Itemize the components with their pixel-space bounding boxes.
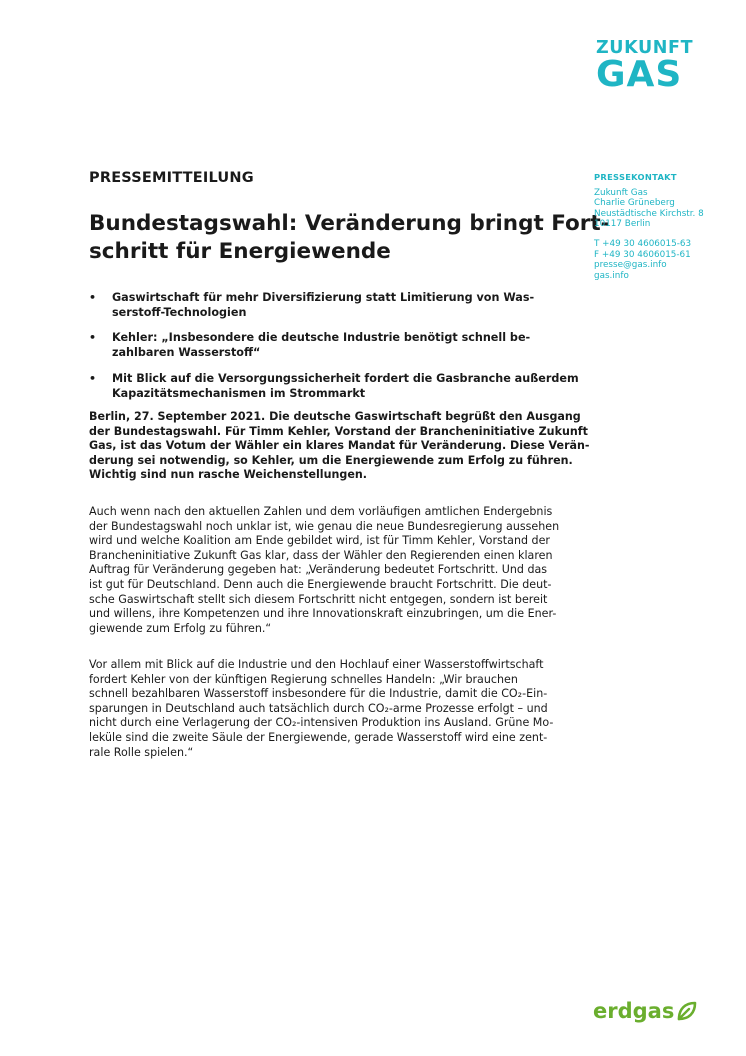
- text-line: der Bundestagswahl noch unklar ist, wie genau die neue Bundesregierung aussehen: [89, 519, 560, 533]
- text-line: fordert Kehler von der künftigen Regierung schnelles Handeln: „Wir brauchen: [89, 672, 518, 686]
- bullet-line: Kapazitätsmechanismen im Strommarkt: [112, 386, 366, 400]
- text-line: rale Rolle spielen.“: [89, 745, 194, 759]
- bullet-line: • Gaswirtschaft für mehr Diversifizierung statt Limitierung von Was-: [112, 291, 535, 304]
- contact-email-link[interactable]: presse@gas.info: [594, 260, 667, 271]
- text-line: schnell bezahlbaren Wasserstoff insbesondere für die Industrie, damit die CO₂-Ein-: [89, 687, 548, 701]
- text-line: Brancheninitiative Zukunft Gas klar, dass der Wähler den Regierenden einen klaren: [89, 548, 553, 562]
- text-line: derung sei notwendig, so Kehler, um die Energiewende zum Erfolg zu führen.: [89, 453, 573, 467]
- press-contact: [594, 172, 734, 281]
- text-line: Wichtig sind nun rasche Weichenstellungen.: [89, 468, 367, 482]
- bullet-item: [89, 331, 559, 360]
- contact-city: 10117 Berlin: [594, 219, 651, 230]
- text-line: wird und welche Koalition am Ende gebildet wird, ist für Timm Kehler, Vorstand der: [89, 534, 550, 548]
- erdgas-logo: [593, 996, 698, 1026]
- bullet-line: serstoff-Technologien: [112, 305, 247, 319]
- body-paragraph: [89, 505, 564, 636]
- bullet-item: [89, 371, 579, 401]
- logo-line-gas: GAS: [596, 53, 683, 95]
- lead-paragraph: [89, 410, 590, 483]
- spacer: [594, 230, 734, 239]
- contact-street: Neustädtische Kirchstr. 8: [594, 208, 704, 219]
- title-line: schritt für Energiewende: [89, 239, 391, 264]
- bullet-line: • Mit Blick auf die Versorgungssicherheit fordert die Gasbranche außerdem: [112, 371, 579, 385]
- text-line: giewende zum Erfolg zu führen.“: [89, 621, 272, 635]
- text-line: der Bundestagswahl. Für Timm Kehler, Vorstand der Brancheninitiative Zukunft: [89, 424, 588, 438]
- text-line: Gas, ist das Votum der Wähler ein klares Mandat für Veränderung. Diese Verän-: [89, 439, 590, 453]
- bullet-line: zahlbaren Wasserstoff“: [112, 346, 261, 360]
- text-line: Vor allem mit Blick auf die Industrie und den Hochlauf einer Wasserstoffwirtschaft: [89, 658, 544, 671]
- text-line: sche Gaswirtschaft stellt sich diesem Fortschritt nicht entgegen, sondern ist bereit: [89, 592, 548, 606]
- bullet-item: [89, 291, 559, 320]
- contact-web-link[interactable]: gas.info: [594, 270, 629, 281]
- contact-org: Zukunft Gas: [594, 187, 648, 198]
- text-line: nicht durch eine Verlagerung der CO₂-intensiven Produktion ins Ausland. Grüne Mo-: [89, 716, 554, 730]
- logo-line-zukunft: ZUKUNFT: [596, 38, 694, 58]
- text-line: Auftrag für Veränderung gegeben hat: „Veränderung bedeutet Fortschritt. Und das: [89, 563, 548, 577]
- text-line: sparungen in Deutschland auch tatsächlich durch CO₂-arme Prozesse erfolgt – und: [89, 701, 548, 715]
- page-title: [89, 210, 610, 266]
- erdgas-logo-text: erdgas: [593, 999, 675, 1023]
- text-line: Auch wenn nach den aktuellen Zahlen und dem vorläufigen amtlichen Endergebnis: [89, 505, 553, 518]
- text-line: ist gut für Deutschland. Denn auch die Energiewende braucht Fortschritt. Die deut-: [89, 577, 552, 591]
- zukunft-gas-logo: [596, 40, 696, 93]
- contact-heading: PRESSEKONTAKT: [594, 172, 677, 182]
- title-line: Bundestagswahl: Veränderung bringt Fort-: [89, 211, 610, 236]
- contact-name: Charlie Grüneberg: [594, 198, 675, 209]
- summary-bullet-list: [89, 291, 579, 412]
- body-paragraph: [89, 658, 564, 760]
- text-line: und willens, ihre Kompetenzen und ihre Innovationskraft einzubringen, um die Ener-: [89, 607, 557, 621]
- leaf-icon: [676, 1000, 698, 1022]
- document-label: PRESSEMITTEILUNG: [89, 170, 254, 186]
- contact-fax: F +49 30 4606015-61: [594, 249, 691, 260]
- contact-phone: T +49 30 4606015-63: [594, 238, 692, 249]
- text-line: leküle sind die zweite Säule der Energiewende, gerade Wasserstoff wird eine zent-: [89, 730, 548, 744]
- bullet-line: • Kehler: „Insbesondere die deutsche Industrie benötigt schnell be-: [112, 331, 531, 345]
- text-line: Berlin, 27. September 2021. Die deutsche Gaswirtschaft begrüßt den Ausgang: [89, 410, 581, 423]
